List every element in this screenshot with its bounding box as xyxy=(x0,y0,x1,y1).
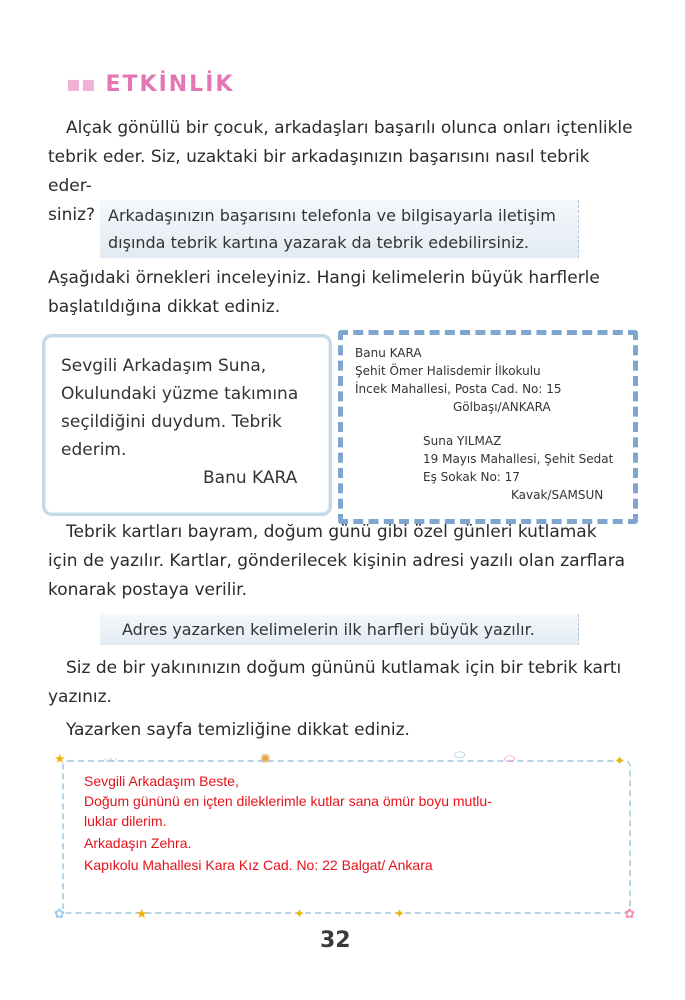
greeting-card-example xyxy=(42,334,332,516)
page-number: 32 xyxy=(320,928,351,953)
task-line: Siz de bir yakınınızın doğum gününü kutlamak için bir tebrik kartı xyxy=(66,658,622,678)
sun-icon: ✺ xyxy=(260,752,271,767)
star-icon: ✦ xyxy=(394,907,405,922)
answer-line: luklar dilerim. xyxy=(84,813,167,829)
intro-line: Alçak gönüllü bir çocuk, arkadaşları başarılı olunca onları içtenlikle xyxy=(66,118,633,138)
task-paragraph xyxy=(48,654,638,745)
answer-line: Arkadaşın Zehra. xyxy=(84,835,192,851)
card-signature: Banu KARA xyxy=(203,468,298,488)
card-line: Sevgili Arkadaşım Suna, xyxy=(61,356,267,376)
tip-line: dışında tebrik kartına yazarak da tebrik edebilirsiniz. xyxy=(108,233,530,252)
star-icon: ★ xyxy=(136,907,148,922)
answer-line: Kapıkolu Mahallesi Kara Kız Cad. No: 22 Balgat/ Ankara xyxy=(84,857,433,873)
star-icon: ✦ xyxy=(294,907,305,922)
rule-text: Adres yazarken kelimelerin ilk harfleri büyük yazılır. xyxy=(122,620,535,639)
sender-name: Banu KARA xyxy=(355,346,422,360)
recipient-address-line: 19 Mayıs Mahallesi, Şehit Sedat xyxy=(423,452,614,466)
info-line: Tebrik kartları bayram, doğum günü gibi özel günleri kutlamak xyxy=(66,522,597,542)
ribbon-icon: 〰 xyxy=(104,754,118,769)
activity-title: ETKİNLİK xyxy=(105,72,235,97)
instruction-line: Aşağıdaki örnekleri inceleyiniz. Hangi kelimelerin büyük harflerle xyxy=(48,268,600,288)
balloon-icon: ⬭ xyxy=(454,748,466,763)
intro-line: tebrik eder. Siz, uzaktaki bir arkadaşınızın başarısını nasıl tebrik eder- xyxy=(48,147,590,196)
flower-icon: ✿ xyxy=(54,907,65,922)
tip-box xyxy=(100,200,579,258)
info-paragraph xyxy=(48,518,638,605)
card-line: Okulundaki yüzme takımına xyxy=(61,384,299,404)
info-line: konarak postaya verilir. xyxy=(48,580,248,600)
heading-decoration: ▪▪ xyxy=(66,72,96,97)
recipient-address-line: Kavak/SAMSUN xyxy=(511,488,604,502)
answer-card-frame xyxy=(54,748,635,922)
flower-icon: ✿ xyxy=(624,907,635,922)
intro-line: siniz? xyxy=(48,205,96,225)
answer-line: Sevgili Arkadaşım Beste, xyxy=(84,773,239,789)
rule-box xyxy=(100,614,579,645)
task-line: Yazarken sayfa temizliğine dikkat ediniz. xyxy=(66,720,410,740)
activity-heading xyxy=(66,72,234,97)
sender-address-line: İncek Mahallesi, Posta Cad. No: 15 xyxy=(355,382,562,396)
star-icon: ✦ xyxy=(614,754,625,769)
sender-address-line: Gölbaşı/ANKARA xyxy=(453,400,551,414)
sender-address-line: Şehit Ömer Halisdemir İlkokulu xyxy=(355,364,541,378)
card-line: ederim. xyxy=(61,440,127,460)
star-icon: ★ xyxy=(54,752,66,767)
info-line: için de yazılır. Kartlar, gönderilecek kişinin adresi yazılı olan zarflara xyxy=(48,551,626,571)
instruction-line: başlatıldığına dikkat ediniz. xyxy=(48,297,281,317)
answer-line: Doğum gününü en içten dileklerimle kutlar sana ömür boyu mutlu- xyxy=(84,793,492,809)
instruction-paragraph xyxy=(48,264,638,322)
task-line: yazınız. xyxy=(48,687,112,707)
recipient-name: Suna YILMAZ xyxy=(423,434,502,448)
balloon-icon: ⬭ xyxy=(504,752,516,767)
envelope-example xyxy=(338,330,638,524)
recipient-address-line: Eş Sokak No: 17 xyxy=(423,470,520,484)
tip-line: Arkadaşınızın başarısını telefonla ve bilgisayarla iletişim xyxy=(108,206,556,225)
card-line: seçildiğini duydum. Tebrik xyxy=(61,412,282,432)
